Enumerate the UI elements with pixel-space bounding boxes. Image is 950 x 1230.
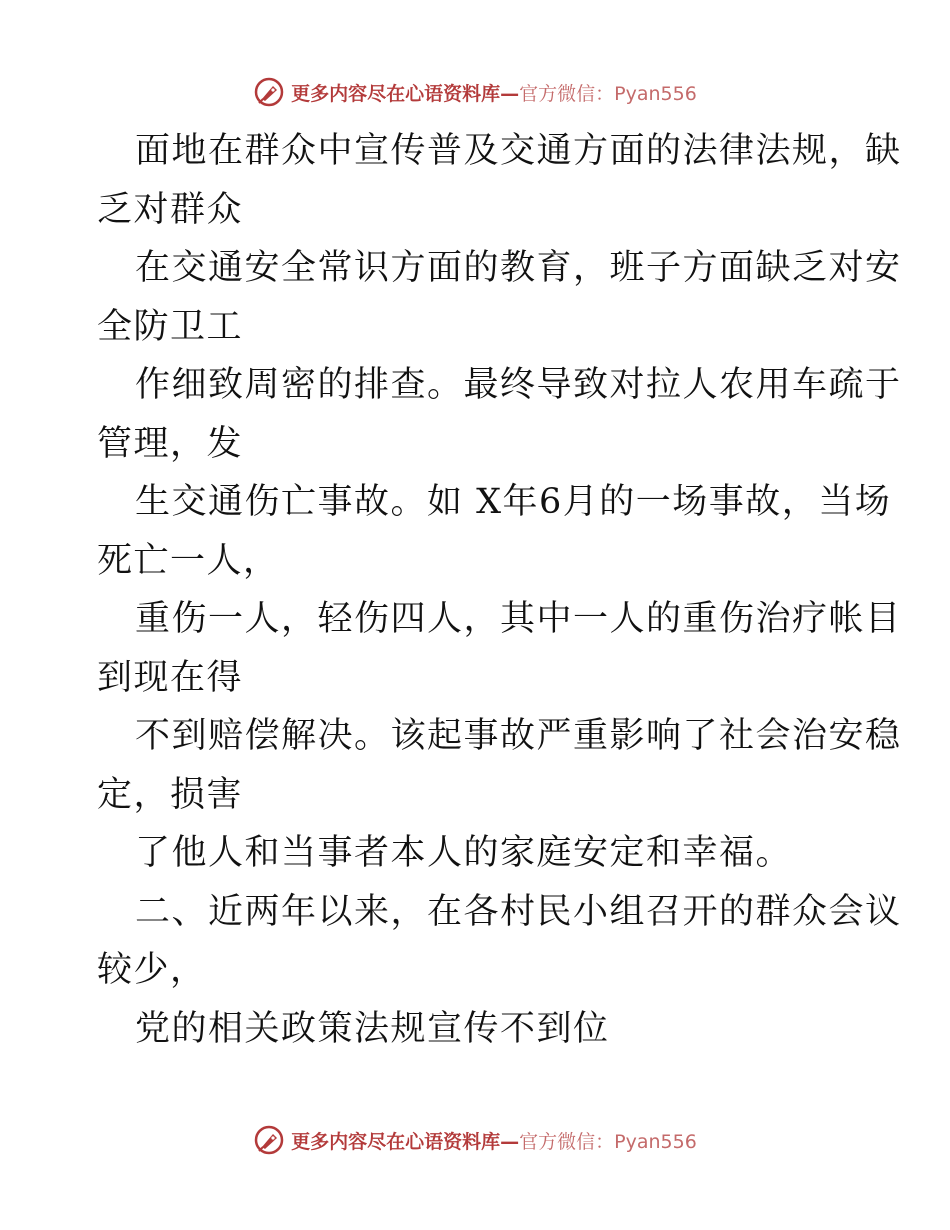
watermark-tail: 官方微信：Pyan556 [519,1130,697,1153]
watermark-tail: 官方微信：Pyan556 [519,82,697,105]
document-body [97,122,902,1058]
body-line: 全防卫工 [97,306,244,347]
watermark-main: 更多内容尽在心语资料库— [291,1130,520,1153]
body-line: 定，损害 [97,774,244,815]
header-watermark [0,72,950,112]
body-line: 死亡一人， [97,540,280,581]
body-line: 了他人和当事者本人的家庭安定和幸福。 [135,833,793,873]
body-line: 作细致周密的排查。最终导致对拉人农用车疏于 [135,365,902,405]
body-line: 党的相关政策法规宣传不到位 [135,1008,610,1049]
body-line: 乏对群众 [97,189,244,230]
watermark-text [291,1127,697,1154]
body-line: 二、近两年以来，在各村民小组召开的群众会议 [135,891,902,932]
body-line: 在交通安全常识方面的教育，班子方面缺乏对安 [135,248,902,288]
body-line: 重伤一人，轻伤四人，其中一人的重伤治疗帐目 [135,599,902,639]
body-line: 生交通伤亡事故。如 X年6月的一场事故，当场 [135,482,892,522]
pen-nib-circle-icon [253,1124,285,1156]
body-line: 管理，发 [97,423,244,464]
body-line: 面地在群众中宣传普及交通方面的法律法规，缺 [135,131,902,171]
watermark-main: 更多内容尽在心语资料库— [291,82,520,105]
body-line: 较少， [97,950,207,990]
footer-watermark [0,1120,950,1160]
watermark-text [291,79,697,106]
body-line: 不到赔偿解决。该起事故严重影响了社会治安稳 [135,716,902,756]
pen-nib-circle-icon [253,76,285,108]
body-line: 到现在得 [97,657,244,698]
